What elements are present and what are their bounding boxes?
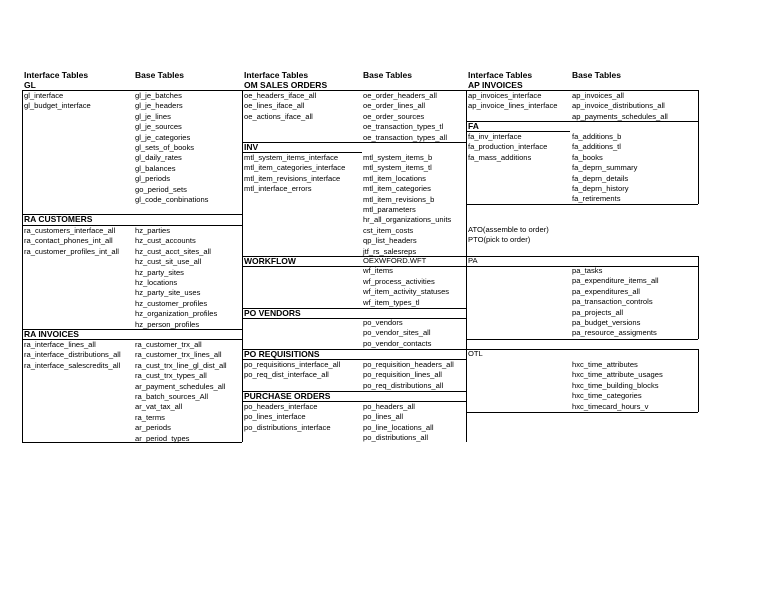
middle-interface-header: Interface Tables — [244, 70, 309, 80]
list-item: hr_all_organizations_units — [363, 215, 452, 225]
list-item: oe_transaction_types_all — [363, 132, 448, 142]
list-item: mtl_item_locations — [363, 173, 426, 183]
ra-invoices-interface-list — [24, 340, 121, 371]
workflow-section-title: WORKFLOW — [244, 256, 296, 266]
list-item: gl_balances — [135, 163, 176, 173]
left-base-header: Base Tables — [135, 70, 184, 80]
list-item: po_req_dist_interface_all — [244, 370, 329, 380]
om-base-list — [363, 91, 447, 143]
list-item: po_vendor_sites_all — [363, 328, 431, 338]
list-item: wf_items — [363, 266, 393, 276]
list-item: mtl_item_categories — [363, 184, 431, 194]
list-item: pa_resource_assigments — [572, 328, 657, 338]
list-item: hxc_time_categories — [572, 391, 642, 401]
list-item: ra_customer_trx_all — [135, 340, 202, 349]
list-item: po_distributions_all — [363, 433, 429, 443]
list-item: ap_invoice_distributions_all — [572, 101, 665, 111]
list-item: ar_payment_schedules_all — [135, 381, 226, 391]
list-item: ra_customer_trx_lines_all — [135, 350, 222, 360]
list-item: qp_list_headers — [363, 236, 417, 246]
list-item: hz_party_site_uses — [135, 288, 201, 298]
list-item: fa_additions_b — [572, 132, 622, 141]
middle-base-header: Base Tables — [363, 70, 412, 80]
list-item: hz_locations — [135, 277, 178, 287]
list-item: oe_order_headers_all — [363, 91, 437, 100]
list-item: ra_contact_phones_int_all — [24, 236, 113, 246]
otl-section-title: OTL — [468, 349, 483, 358]
list-item: fa_deprn_details — [572, 173, 629, 183]
om-section-title: OM SALES ORDERS — [244, 80, 328, 90]
list-item: ra_interface_salescredits_all — [24, 360, 121, 370]
inv-section-title: INV — [244, 142, 259, 152]
list-item: hxc_time_attribute_usages — [572, 370, 663, 380]
list-item: po_line_locations_all — [363, 422, 434, 432]
list-item: oe_order_sources — [363, 111, 425, 121]
list-item: hz_cust_accounts — [135, 236, 196, 246]
list-item: gl_je_batches — [135, 91, 182, 100]
list-item: po_vendors — [363, 318, 403, 327]
ra-customers-base-list — [135, 226, 217, 330]
left-interface-header: Interface Tables — [24, 70, 89, 80]
po-requisitions-interface-list — [244, 360, 340, 381]
list-item: fa_production_interface — [468, 142, 548, 152]
list-item: po_distributions_interface — [244, 422, 331, 432]
list-item: hxc_time_building_blocks — [572, 380, 659, 390]
list-item: ap_payments_schedules_all — [572, 111, 668, 121]
otl-base-list — [572, 360, 663, 412]
list-item: hxc_timecard_hours_v — [572, 401, 649, 411]
list-item: ar_periods — [135, 423, 171, 433]
list-item: pa_transaction_controls — [572, 297, 653, 307]
list-item: oe_lines_iface_all — [244, 101, 305, 111]
list-item: fa_retirements — [572, 194, 621, 204]
list-item: OEXWFORD.WFT — [363, 256, 427, 265]
list-item: ra_interface_lines_all — [24, 340, 96, 349]
ra-invoices-base-list — [135, 340, 227, 444]
right-base-header: Base Tables — [572, 70, 621, 80]
list-item: po_lines_all — [363, 412, 404, 422]
list-item: gl_je_headers — [135, 101, 183, 111]
purchase-orders-interface-list — [244, 402, 331, 433]
pa-base-list — [572, 266, 659, 339]
list-item: ra_cust_trx_line_gl_dist_all — [135, 360, 227, 370]
list-item: mtl_item_revisions_b — [363, 194, 435, 204]
list-item: fa_additions_tl — [572, 142, 621, 152]
list-item: hz_cust_sit_use_all — [135, 257, 202, 267]
inv-interface-list — [244, 153, 345, 195]
list-item: ar_vat_tax_all — [135, 402, 183, 412]
list-item: po_requisition_headers_all — [363, 360, 454, 369]
gl-interface-list — [24, 91, 91, 112]
list-item: fa_mass_additions — [468, 152, 532, 162]
list-item: hz_customer_profiles — [135, 298, 208, 308]
ap-base-list — [572, 91, 668, 122]
list-item: ar_period_types — [135, 433, 190, 443]
order-type-notes — [468, 225, 549, 246]
ra-customers-interface-list — [24, 226, 119, 257]
list-item: mtl_interface_errors — [244, 184, 312, 194]
list-item: hz_organization_profiles — [135, 309, 218, 319]
list-item: pa_tasks — [572, 266, 603, 275]
om-interface-list — [244, 91, 316, 122]
list-item: oe_actions_iface_all — [244, 111, 313, 121]
list-item: hz_cust_acct_sites_all — [135, 246, 211, 256]
list-item: pa_expenditure_items_all — [572, 276, 659, 286]
list-item: fa_deprn_summary — [572, 163, 638, 173]
list-item: mtl_system_items_interface — [244, 153, 339, 162]
list-item: jtf_rs_salesreps — [363, 246, 417, 256]
list-item: po_lines_interface — [244, 412, 306, 422]
workflow-base-list — [363, 256, 449, 308]
purchase-orders-section-title: PURCHASE ORDERS — [244, 391, 331, 401]
list-item: po_req_distributions_all — [363, 380, 444, 390]
list-item: gl_budget_interface — [24, 101, 91, 111]
list-item: pa_projects_all — [572, 307, 624, 317]
pa-section-title: PA — [468, 256, 478, 265]
ra-customers-section-title: RA CUSTOMERS — [24, 214, 93, 224]
fa-section-title: FA — [468, 121, 479, 131]
list-item: mtl_system_items_b — [363, 153, 433, 162]
list-item: cst_item_costs — [363, 225, 414, 235]
ap-interface-list — [468, 91, 558, 112]
list-item: po_headers_interface — [244, 402, 318, 411]
list-item: pa_expenditures_all — [572, 286, 640, 296]
list-item: gl_sets_of_books — [135, 142, 195, 152]
list-item: oe_transaction_types_tl — [363, 122, 444, 132]
list-item: ap_invoices_interface — [468, 91, 542, 100]
list-item: hxc_time_attributes — [572, 360, 638, 369]
list-item: wf_item_activity_statuses — [363, 287, 450, 297]
list-item: gl_daily_rates — [135, 153, 182, 163]
list-item: po_vendor_contacts — [363, 338, 432, 348]
ap-section-title: AP INVOICES — [468, 80, 523, 90]
inv-base-list — [363, 153, 451, 257]
list-item: ra_batch_sources_All — [135, 391, 209, 401]
list-item: gl_code_conbinations — [135, 194, 209, 204]
list-item: ap_invoices_all — [572, 91, 624, 100]
list-item: po_requisition_lines_all — [363, 370, 442, 380]
gl-section-title: GL — [24, 80, 36, 90]
list-item: oe_headers_iface_all — [244, 91, 317, 100]
list-item: go_period_sets — [135, 184, 187, 194]
list-item: gl_je_categories — [135, 132, 191, 142]
list-item: mtl_item_revisions_interface — [244, 173, 341, 183]
list-item: ap_invoice_lines_interface — [468, 101, 558, 111]
list-item: fa_books — [572, 152, 603, 162]
note-pto: PTO(pick to order) — [468, 235, 531, 245]
list-item: ra_interface_distributions_all — [24, 350, 121, 360]
list-item: ra_customers_interface_all — [24, 226, 116, 235]
fa-interface-list — [468, 132, 547, 163]
list-item: wf_item_types_tl — [363, 297, 420, 307]
po-requisitions-section-title: PO REQUISITIONS — [244, 349, 320, 359]
list-item: hz_person_profiles — [135, 319, 200, 329]
purchase-orders-base-list — [363, 402, 434, 444]
list-item: gl_je_sources — [135, 122, 182, 132]
list-item: po_requisitions_interface_all — [244, 360, 341, 369]
list-item: hz_party_sites — [135, 267, 184, 277]
ra-invoices-section-title: RA INVOICES — [24, 329, 79, 339]
list-item: oe_order_lines_all — [363, 101, 426, 111]
list-item: gl_je_lines — [135, 111, 171, 121]
list-item: ra_terms — [135, 412, 165, 422]
fa-base-list — [572, 132, 637, 205]
po-requisitions-base-list — [363, 360, 454, 391]
list-item: fa_inv_interface — [468, 132, 522, 141]
list-item: hz_parties — [135, 226, 171, 235]
list-item: ra_customer_profiles_int_all — [24, 246, 119, 256]
list-item: gl_periods — [135, 174, 171, 184]
list-item: fa_deprn_history — [572, 183, 629, 193]
list-item: mtl_item_categories_interface — [244, 163, 346, 173]
note-ato: ATO(assemble to order) — [468, 225, 549, 234]
list-item: po_headers_all — [363, 402, 415, 411]
po-vendors-section-title: PO VENDORS — [244, 308, 301, 318]
list-item: pa_budget_versions — [572, 317, 641, 327]
gl-base-list — [135, 91, 208, 205]
po-vendors-base-list — [363, 318, 431, 349]
list-item: ra_cust_trx_types_all — [135, 371, 207, 381]
list-item: wf_process_activities — [363, 276, 435, 286]
list-item: gl_interface — [24, 91, 64, 100]
right-interface-header: Interface Tables — [468, 70, 533, 80]
list-item: mtl_system_items_tl — [363, 163, 432, 173]
list-item: mtl_parameters — [363, 204, 416, 214]
